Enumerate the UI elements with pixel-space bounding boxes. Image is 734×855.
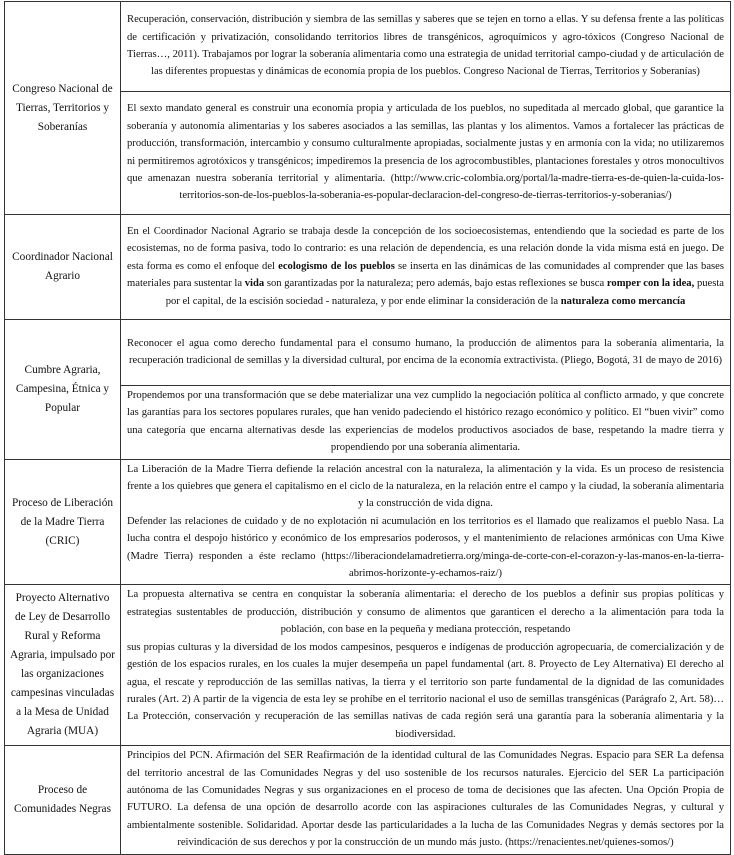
table-row (5, 2, 731, 92)
statement-text: El sexto mandato general es construir una economía propia y articulada de los pueblos, no supeditada al mercado global, que garantice la soberanía y autonomía alimentarias y los saberes asociados a las semillas, las plantas y los alimentos. Vamos a fortalecer las prácticas de producción, transformación, intercambio y consumo culturalmente apropiadas, socialmente justas y en armonía con la vida; no utilizaremos ni permitiremos agrotóxicos y transgénicos; impediremos la presencia de los agrocombustibles, plantaciones forestales y otros monocultivos que amenazan nuestra soberanía territorial y alimentaria. (http://www.cric-colombia.org/portal/la-madre-tierra-es-de-quien-la-cuida-los-territorios-son-de-los-pueblos-la-soberania-es-popular-declaracion-del-congreso-de-tierras-territorios-y-soberanias/) (121, 92, 731, 215)
org-name: Proceso de Comunidades Negras (5, 746, 121, 854)
statement-text: La propuesta alternativa se centra en conquistar la soberanía alimentaria: el derecho de los pueblos a definir sus propias políticas y estrategias sustentables de producción, distribución y consumo de alimentos que garanticen el derecho a la alimentación para toda la población, con base en la pequeña y mediana protección, respetando sus propias culturas y la diversidad de los modos campesinos, pesqueros e indígenas de producción agropecuaria, de comercialización y de gestión de los espacios rurales, en los cuales la mujer desempeña un papel fundamental (art. 8. Proyecto de Ley Alternativa) El derecho al agua, el rescate y reproducción de las semillas nativas, la tierra y el territorio son parte fundamental de la dignidad de las comunidades rurales (Art. 2) A partir de la vigencia de esta ley se prohíbe en el territorio nacional el uso de semillas transgénicas (Parágrafo 2, Art. 58)… La Protección, conservación y recuperación de las semillas nativas de cada región será una garantía para la soberanía alimentaria y la biodiversidad. (121, 585, 731, 746)
emphasis: naturaleza como mercancía (560, 295, 686, 307)
statement-text: En el Coordinador Nacional Agrario se trabaja desde la concepción de los socioecosistemas, entendiendo que la sociedad es parte de los ecosistemas, no de forma pasiva, todo lo contrario: es una relación de dependencia, es una relación donde la vida misma está en juego. De esta forma es como el enfoque del ecologismo de los pueblos se inserta en las dinámicas de las comunidades al comprender que las bases materiales para sustentar la vida son garantizadas por la naturaleza; pero además, bajo estas reflexiones se busca romper con la idea, puesta por el capital, de la escisión sociedad - naturaleza, y por ende eliminar la consideración de la naturaleza como mercancía (121, 215, 731, 320)
table-row (5, 215, 731, 320)
table-row (5, 320, 731, 386)
emphasis: vida (244, 278, 265, 290)
table-row (5, 746, 731, 854)
org-name: Cumbre Agraria, Campesina, Étnica y Popular (5, 320, 121, 460)
table-row (5, 585, 731, 746)
statement-text: Principios del PCN. Afirmación del SER Reafirmación de la identidad cultural de las Comunidades Negras. Espacio para SER La defensa del territorio ancestral de las Comunidades Negras y del uso sostenible de los recursos naturales. Ejercicio del SER La participación autónoma de las Comunidades Negras y sus organizaciones en el proceso de toma de decisiones que las afecten. Una Opción Propia de FUTURO. La defensa de una opción de desarrollo acorde con las aspiraciones culturales de las Comunidades Negras, y cultural y ambientalmente sostenible. Solidaridad. Aportar desde las particularidades a la lucha de las Comunidades Negras y demás sectores por la reivindicación de sus derechos y por la construcción de un mundo más justo. (https://renacientes.net/quienes-somos/) (121, 746, 731, 854)
statement-text: Recuperación, conservación, distribución y siembra de las semillas y saberes que se tejen en torno a ellas. Y su defensa frente a las políticas de certificación y privatización, consolidando territorios libres de transgénicos, agroquímicos y agro-tóxicos (Congreso Nacional de Tierras…, 2011). Trabajamos por lograr la soberanía alimentaria como una estrategia de unidad territorial campo-ciudad y de articulación de las diferentes propuestas y dinámicas de economía propia de los pueblos. Congreso Nacional de Tierras, Territorios y Soberanías) (121, 2, 731, 92)
emphasis: romper con la idea, (606, 278, 695, 290)
emphasis: ecologismo de los pueblos (278, 260, 395, 272)
statement-text: Propendemos por una transformación que se debe materializar una vez cumplido la negociación política al conflicto armado, y que concrete las garantías para los sectores populares rurales, que han venido padeciendo el histórico rezago económico y político. El “buen vivir” como una categoría que encarna alternativas desde las experiencias de modelos productivos asociados de base, respetando la madre tierra y propendiendo por una soberanía alimentaria. (121, 386, 731, 460)
statement-text: Reconocer el agua como derecho fundamental para el consumo humano, la producción de alimentos para la soberanía alimentaria, la recuperación tradicional de semillas y la diversidad cultural, por encima de la economía extractivista. (Pliego, Bogotá, 31 de mayo de 2016) (121, 320, 731, 386)
table-row (5, 459, 731, 585)
statement-text: La Liberación de la Madre Tierra defiende la relación ancestral con la naturaleza, la alimentación y la vida. Es un proceso de resistencia frente a los quiebres que genera el capitalismo en el ciclo de la naturaleza, en la relación entre el campo y la ciudad, la soberanía alimentaria y la construcción de vida digna. Defender las relaciones de cuidado y de no explotación ni acumulación en los territorios es el llamado que realizamos el pueblo Nasa. La lucha contra el despojo histórico y económico de los empresarios poderosos, y el mantenimiento de relaciones armónicas con Uma Kiwe (Madre Tierra) responden a éste reclamo (https://liberaciondelamadretierra.org/minga-de-corte-con-el-corazon-y-las-manos-en-la-tierra-abrimos-horizonte-y-echamos-raiz/) (121, 459, 731, 585)
org-name: Coordinador Nacional Agrario (5, 215, 121, 320)
organizations-table (4, 1, 731, 855)
org-name: Proyecto Alternativo de Ley de Desarrollo Rural y Reforma Agraria, impulsado por las organizaciones campesinas vinculadas a la Mesa de Unidad Agraria (MUA) (5, 585, 121, 746)
org-name: Proceso de Liberación de la Madre Tierra (CRIC) (5, 459, 121, 585)
org-name: Congreso Nacional de Tierras, Territorios y Soberanías (5, 2, 121, 215)
